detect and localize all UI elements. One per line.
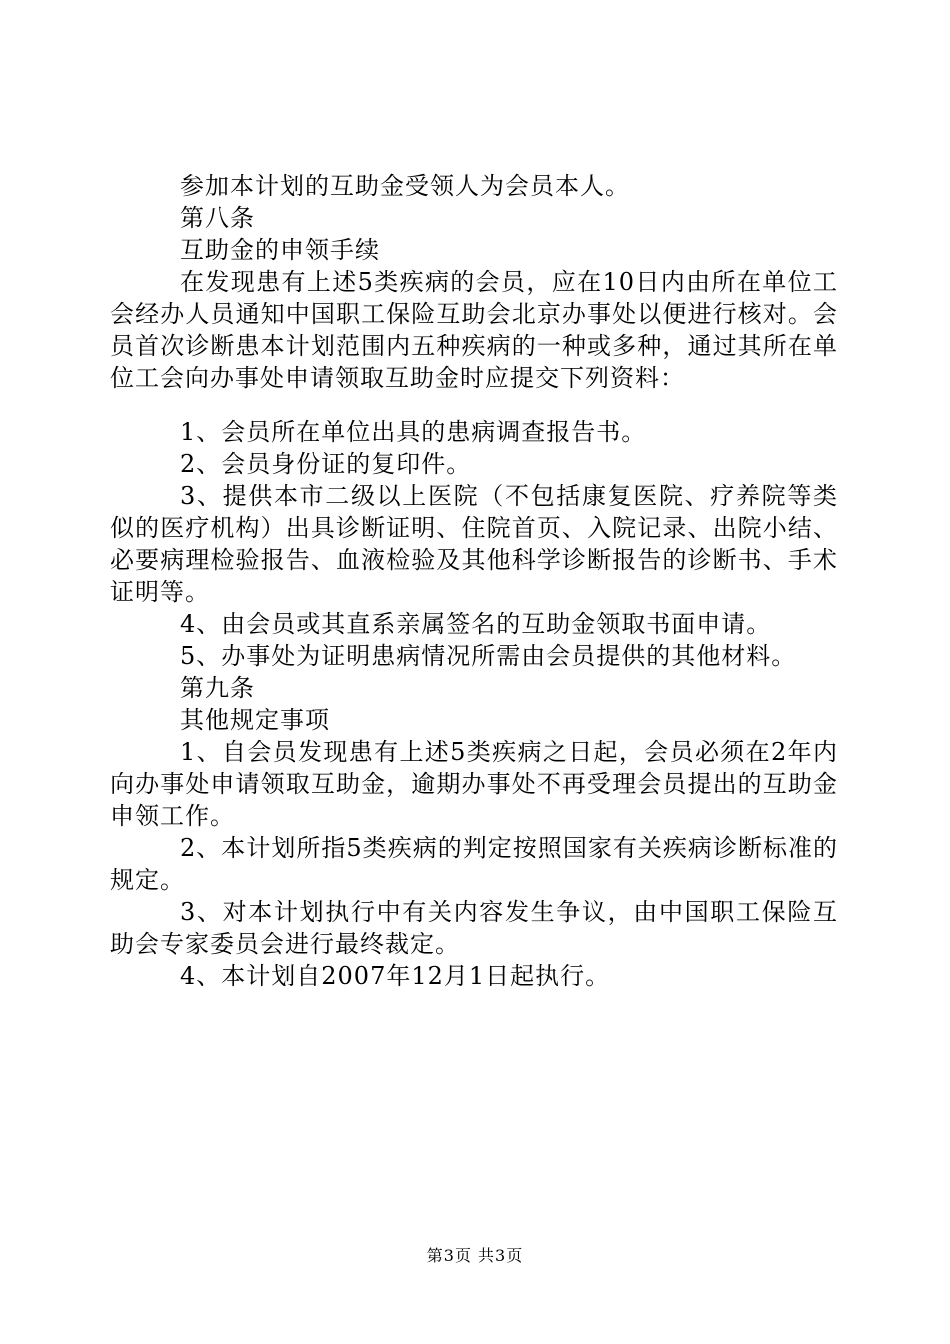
document-body: [110, 170, 838, 992]
article-9-title: 其他规定事项: [180, 706, 330, 734]
article-9-heading: 第九条: [180, 674, 255, 702]
rule-item-2: 2、本计划所指5类疾病的判定按照国家有关疾病诊断标准的规定。: [110, 834, 838, 894]
article-8-title: 互助金的申领手续: [180, 236, 380, 264]
paragraph-application-procedure: 在发现患有上述5类疾病的会员，应在10日内由所在单位工会经办人员通知中国职工保险互助会北京办事处以便进行核对。会员首次诊断患本计划范围内五种疾病的一种或多种，通过其所在单位工会向办事处申请领取互助金时应提交下列资料：: [110, 268, 838, 392]
list-item-1: 1、会员所在单位出具的患病调查报告书。: [180, 418, 647, 446]
list-item-5: 5、办事处为证明患病情况所需由会员提供的其他材料。: [180, 642, 797, 670]
rule-item-3: 3、对本计划执行中有关内容发生争议，由中国职工保险互助会专家委员会进行最终裁定。: [110, 898, 838, 958]
list-item-2: 2、会员身份证的复印件。: [180, 450, 472, 478]
paragraph-recipient: 参加本计划的互助金受领人为会员本人。: [180, 172, 630, 200]
list-item-4: 4、由会员或其直系亲属签名的互助金领取书面申请。: [180, 610, 772, 638]
rule-item-4: 4、本计划自2007年12月1日起执行。: [180, 962, 611, 990]
article-8-heading: 第八条: [180, 204, 255, 232]
page-number: 第3页 共3页: [426, 1246, 524, 1265]
list-item-3: 3、提供本市二级以上医院（不包括康复医院、疗养院等类似的医疗机构）出具诊断证明、住院首页、入院记录、出院小结、必要病理检验报告、血液检验及其他科学诊断报告的诊断书、手术证明等。: [110, 482, 838, 606]
rule-item-1: 1、自会员发现患有上述5类疾病之日起，会员必须在2年内向办事处申请领取互助金，逾期办事处不再受理会员提出的互助金申领工作。: [110, 738, 838, 830]
